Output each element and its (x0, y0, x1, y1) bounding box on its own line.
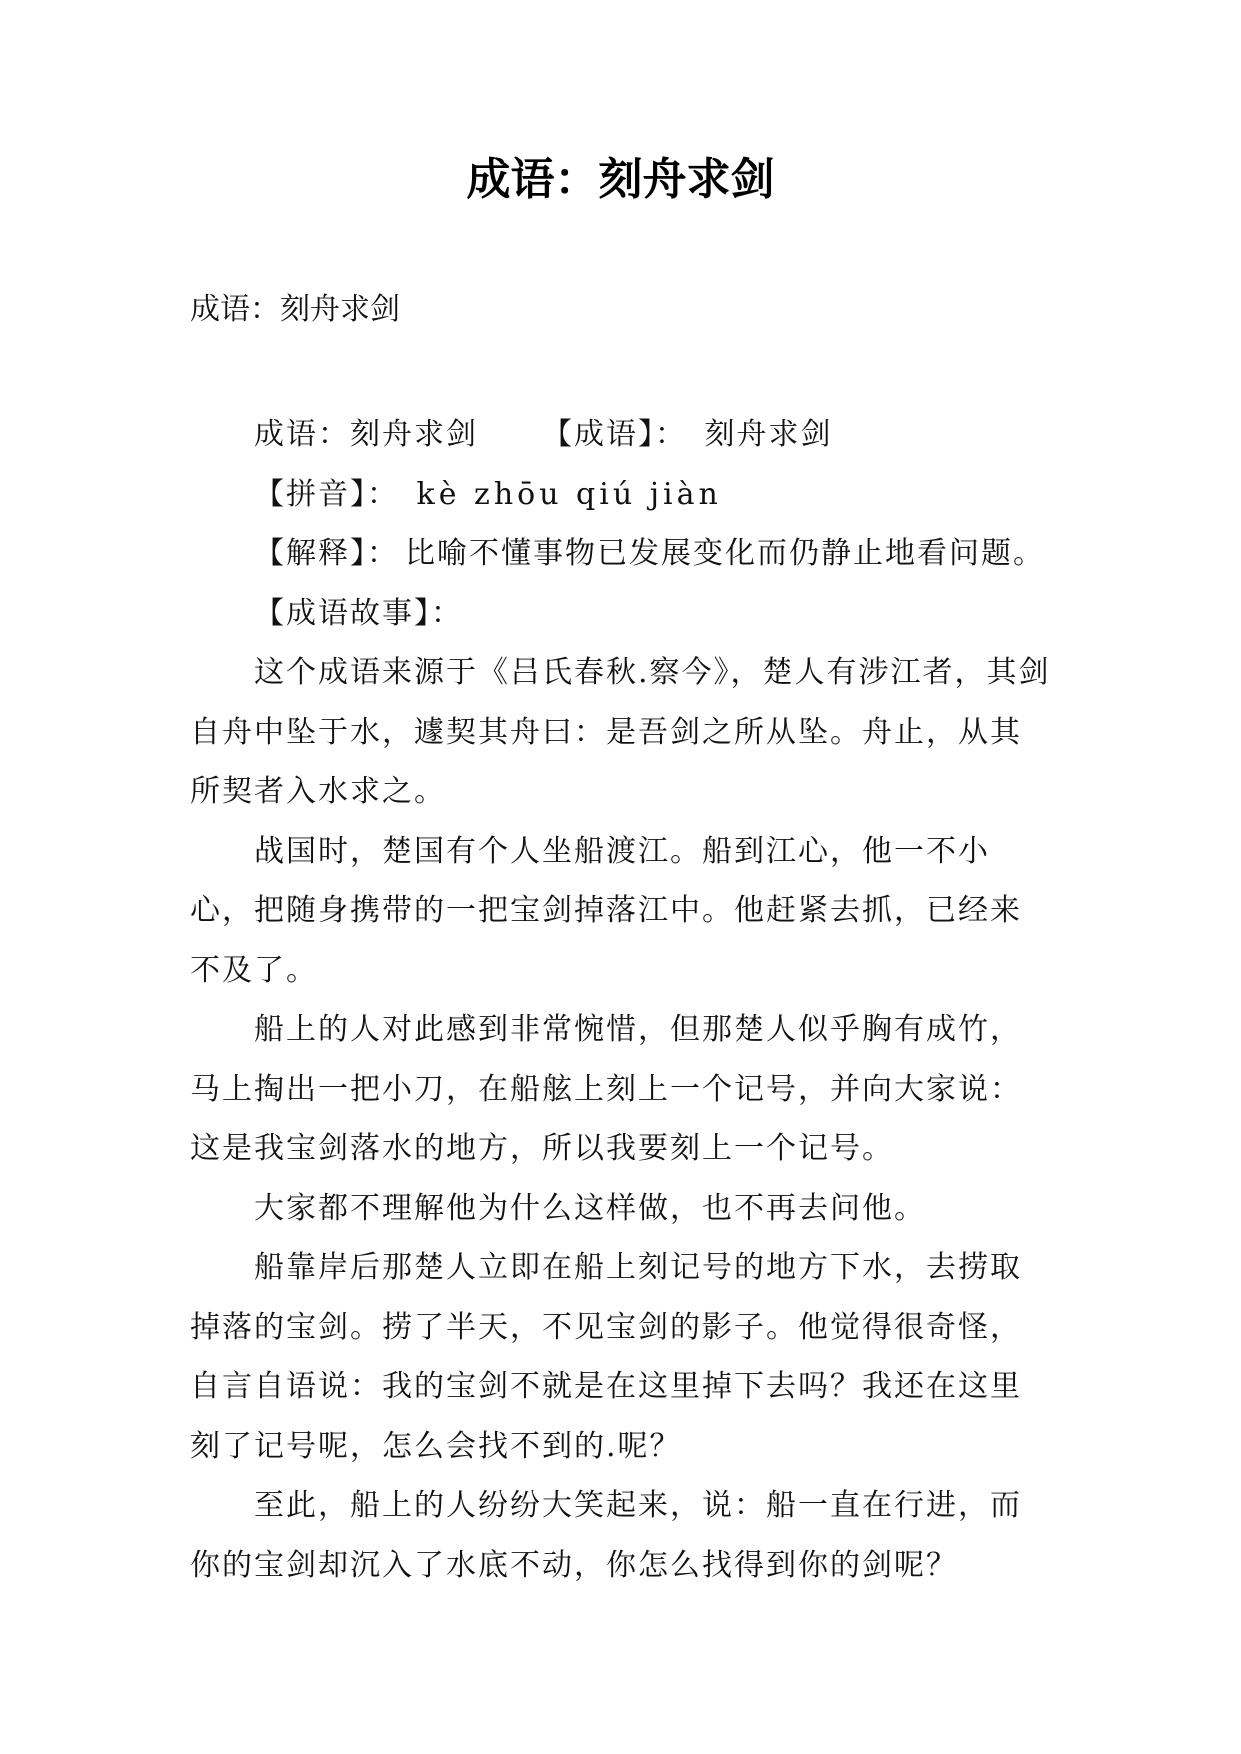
explanation-line (190, 524, 1052, 584)
story-paragraph: 船靠岸后那楚人立即在船上刻记号的地方下水，去捞取掉落的宝剑。捞了半天，不见宝剑的影子。他觉得很奇怪，自言自语说：我的宝剑不就是在这里掉下去吗？我还在这里刻了记号呢，怎么会找不到的.呢？ (190, 1250, 1022, 1464)
pinyin-label: 【拼音】： (254, 476, 399, 512)
document-subtitle: 成语：刻舟求剑 (190, 292, 400, 327)
idiom-header-line (190, 405, 1052, 465)
story-paragraph: 至此，船上的人纷纷大笑起来，说：船一直在行进，而你的宝剑却沉入了水底不动，你怎么找得到你的剑呢？ (190, 1488, 1022, 1583)
document-title: 成语：刻舟求剑 (466, 154, 775, 205)
idiom-value: 刻舟求剑 (704, 417, 833, 452)
explanation-value: 比喻不懂事物已发展变化而仍静止地看问题。 (405, 536, 1045, 571)
pinyin-value: kè zhōu qiú jiàn (416, 476, 722, 512)
idiom-label: 【成语】： (542, 417, 687, 452)
pinyin-line (190, 465, 1052, 525)
document-body (190, 405, 1052, 1595)
story-heading: 【成语故事】： (254, 595, 463, 631)
story-paragraph: 这个成语来源于《吕氏春秋.察今》，楚人有涉江者，其剑自舟中坠于水，遽契其舟曰：是吾剑之所从坠。舟止，从其所契者入水求之。 (190, 655, 1051, 809)
idiom-header-left: 成语：刻舟求剑 (254, 417, 478, 452)
story-paragraph: 战国时，楚国有个人坐船渡江。船到江心，他一不小心，把随身携带的一把宝剑掉落江中。他赶紧去抓，已经来不及了。 (190, 833, 1022, 988)
story-paragraph: 船上的人对此感到非常惋惜，但那楚人似乎胸有成竹，马上掏出一把小刀，在船舷上刻上一个记号，并向大家说：这是我宝剑落水的地方，所以我要刻上一个记号。 (190, 1012, 1022, 1166)
explanation-label: 【解释】： (254, 536, 399, 571)
story-paragraph: 大家都不理解他为什么这样做，也不再去问他。 (254, 1190, 926, 1226)
